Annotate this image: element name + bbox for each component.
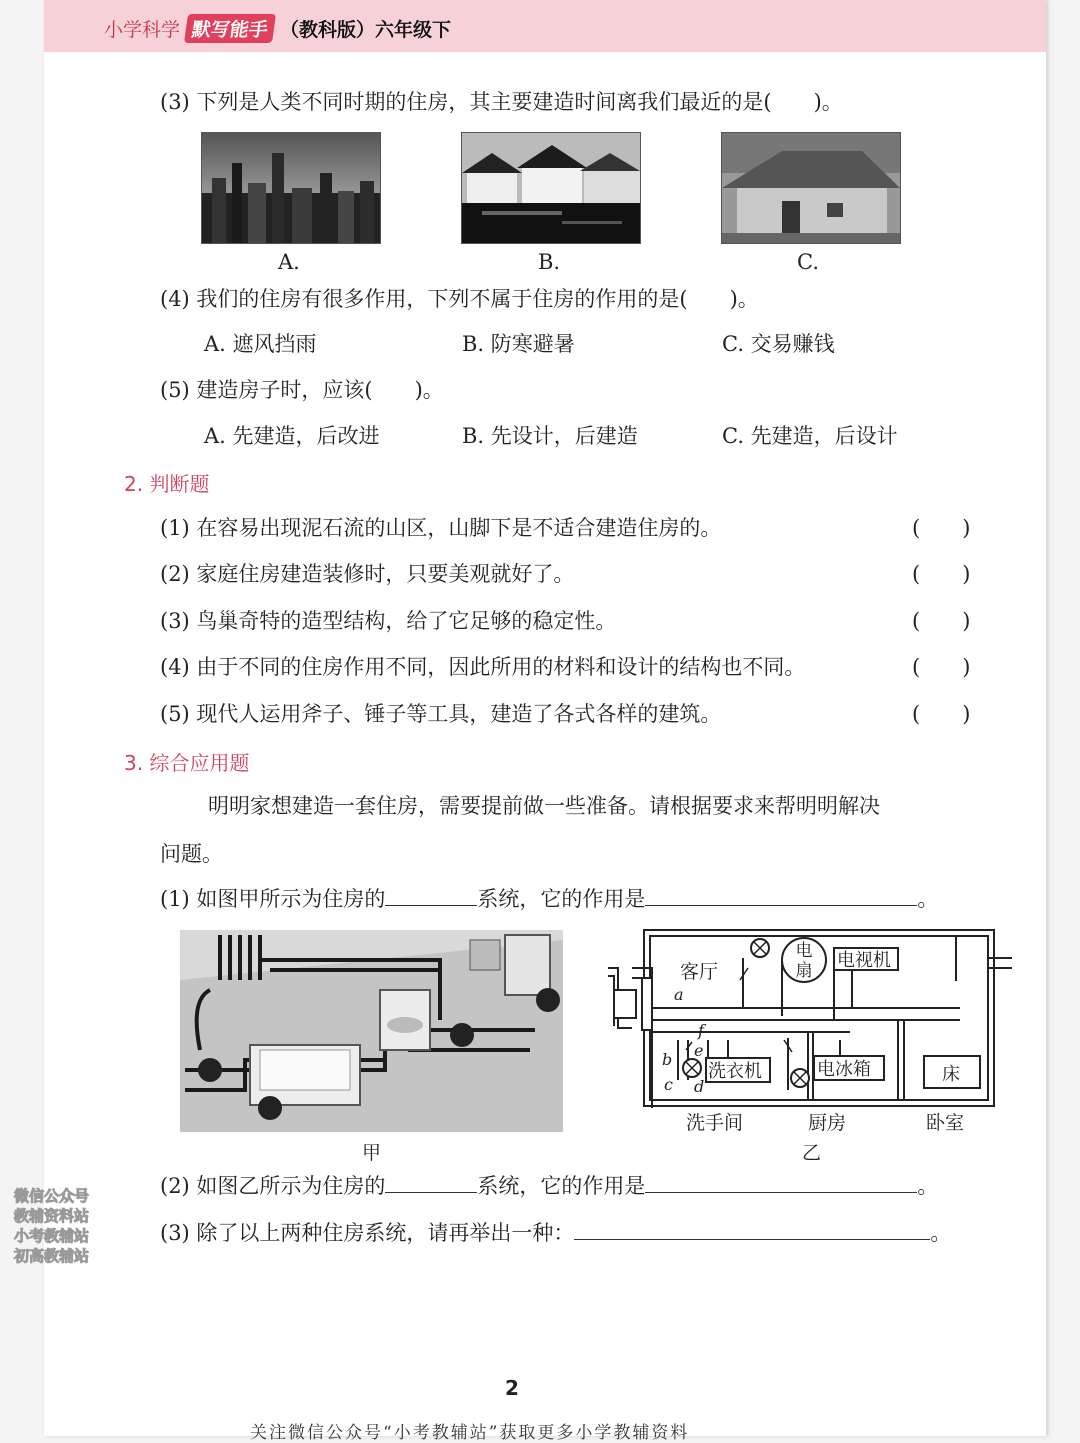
judgement-4-paren: ( ) (912, 655, 971, 679)
label-bathroom: 洗手间 (686, 1112, 744, 1134)
figure-jia-plumbing (180, 930, 563, 1132)
page-number: 2 (505, 1376, 519, 1400)
photo-modern-city (201, 132, 381, 244)
point-f: f (698, 1021, 704, 1040)
judgement-5-paren: ( ) (912, 702, 971, 726)
section-3-intro: 明明家想建造一套住房，需要提前做一些准备。请根据要求来帮明明解决 (208, 794, 880, 818)
header-title (104, 14, 451, 43)
header-brand-logo: 默写能手 (184, 14, 276, 43)
photo-label-c: C. (797, 250, 819, 274)
q4-option-c: C. 交易赚钱 (722, 332, 835, 356)
watermark-stamp: 微信公众号 教辅资料站 小考教辅站 初高教辅站 (14, 1187, 90, 1265)
figure-yi-circuit (608, 928, 1012, 1138)
photo-label-a: A. (278, 250, 300, 274)
label-bedroom: 卧室 (926, 1112, 965, 1134)
label-fridge: 电冰箱 (817, 1059, 871, 1080)
page-header (44, 0, 1046, 52)
header-edition: （教科版）六年级下 (280, 19, 452, 41)
label-washer: 洗衣机 (708, 1061, 762, 1082)
judgement-3-paren: ( ) (912, 609, 971, 633)
judgement-1: (1) 在容易出现泥石流的山区，山脚下是不适合建造住房的。 (160, 516, 722, 540)
label-tv: 电视机 (837, 950, 891, 971)
answer-blank-system-1[interactable] (385, 885, 477, 906)
label-kitchen: 厨房 (808, 1112, 847, 1134)
section-3-intro-cont: 问题。 (160, 842, 223, 866)
circuit-diagram (608, 928, 1012, 1138)
point-e: e (694, 1041, 704, 1060)
photo-label-b: B. (538, 250, 561, 274)
judgement-2: (2) 家庭住房建造装修时，只要美观就好了。 (160, 562, 575, 586)
label-fan-top: 电 (795, 941, 813, 961)
app-question-2: (2) 如图乙所示为住房的 系统，它的作用是 。 (160, 1174, 939, 1198)
point-d: d (694, 1077, 705, 1096)
label-living-room: 客厅 (680, 961, 719, 983)
answer-blank-function-1[interactable] (645, 885, 917, 906)
label-fan-bottom: 扇 (795, 961, 813, 981)
header-series: 小学科学 (104, 19, 181, 41)
judgement-1-paren: ( ) (912, 516, 971, 540)
footer-note: 关注微信公众号“小考教辅站”获取更多小学教辅资料 (250, 1423, 690, 1443)
point-a: a (674, 985, 684, 1004)
photo-thatched-hut (721, 132, 901, 244)
question-5: (5) 建造房子时，应该( )。 (160, 378, 444, 402)
q4-option-b: B. 防寒避暑 (462, 332, 575, 356)
label-bed: 床 (942, 1064, 960, 1085)
section-2-title: 2. 判断题 (124, 472, 210, 496)
answer-blank-function-2[interactable] (645, 1172, 917, 1193)
answer-blank-system-2[interactable] (385, 1172, 477, 1193)
app-question-3: (3) 除了以上两种住房系统，请再举出一种： 。 (160, 1221, 952, 1245)
q5-option-a: A. 先建造，后改进 (204, 424, 380, 448)
photo-water-town (461, 132, 641, 244)
judgement-5: (5) 现代人运用斧子、锤子等工具，建造了各式各样的建筑。 (160, 702, 722, 726)
point-b: b (662, 1050, 673, 1069)
answer-blank-other-system[interactable] (574, 1219, 930, 1240)
figure-jia-caption: 甲 (362, 1142, 382, 1164)
section-3-title: 3. 综合应用题 (124, 751, 250, 775)
judgement-4: (4) 由于不同的住房作用不同，因此所用的材料和设计的结构也不同。 (160, 655, 806, 679)
figure-yi-caption: 乙 (802, 1142, 822, 1164)
q5-option-c: C. 先建造，后设计 (722, 424, 898, 448)
point-c: c (664, 1075, 673, 1094)
app-question-1: (1) 如图甲所示为住房的 系统，它的作用是 。 (160, 887, 939, 911)
q4-option-a: A. 遮风挡雨 (204, 332, 317, 356)
question-3: (3) 下列是人类不同时期的住房，其主要建造时间离我们最近的是( )。 (160, 90, 843, 114)
judgement-3: (3) 鸟巢奇特的造型结构，给了它足够的稳定性。 (160, 609, 617, 633)
judgement-2-paren: ( ) (912, 562, 971, 586)
question-4: (4) 我们的住房有很多作用，下列不属于住房的作用的是( )。 (160, 287, 759, 311)
q5-option-b: B. 先设计，后建造 (462, 424, 638, 448)
